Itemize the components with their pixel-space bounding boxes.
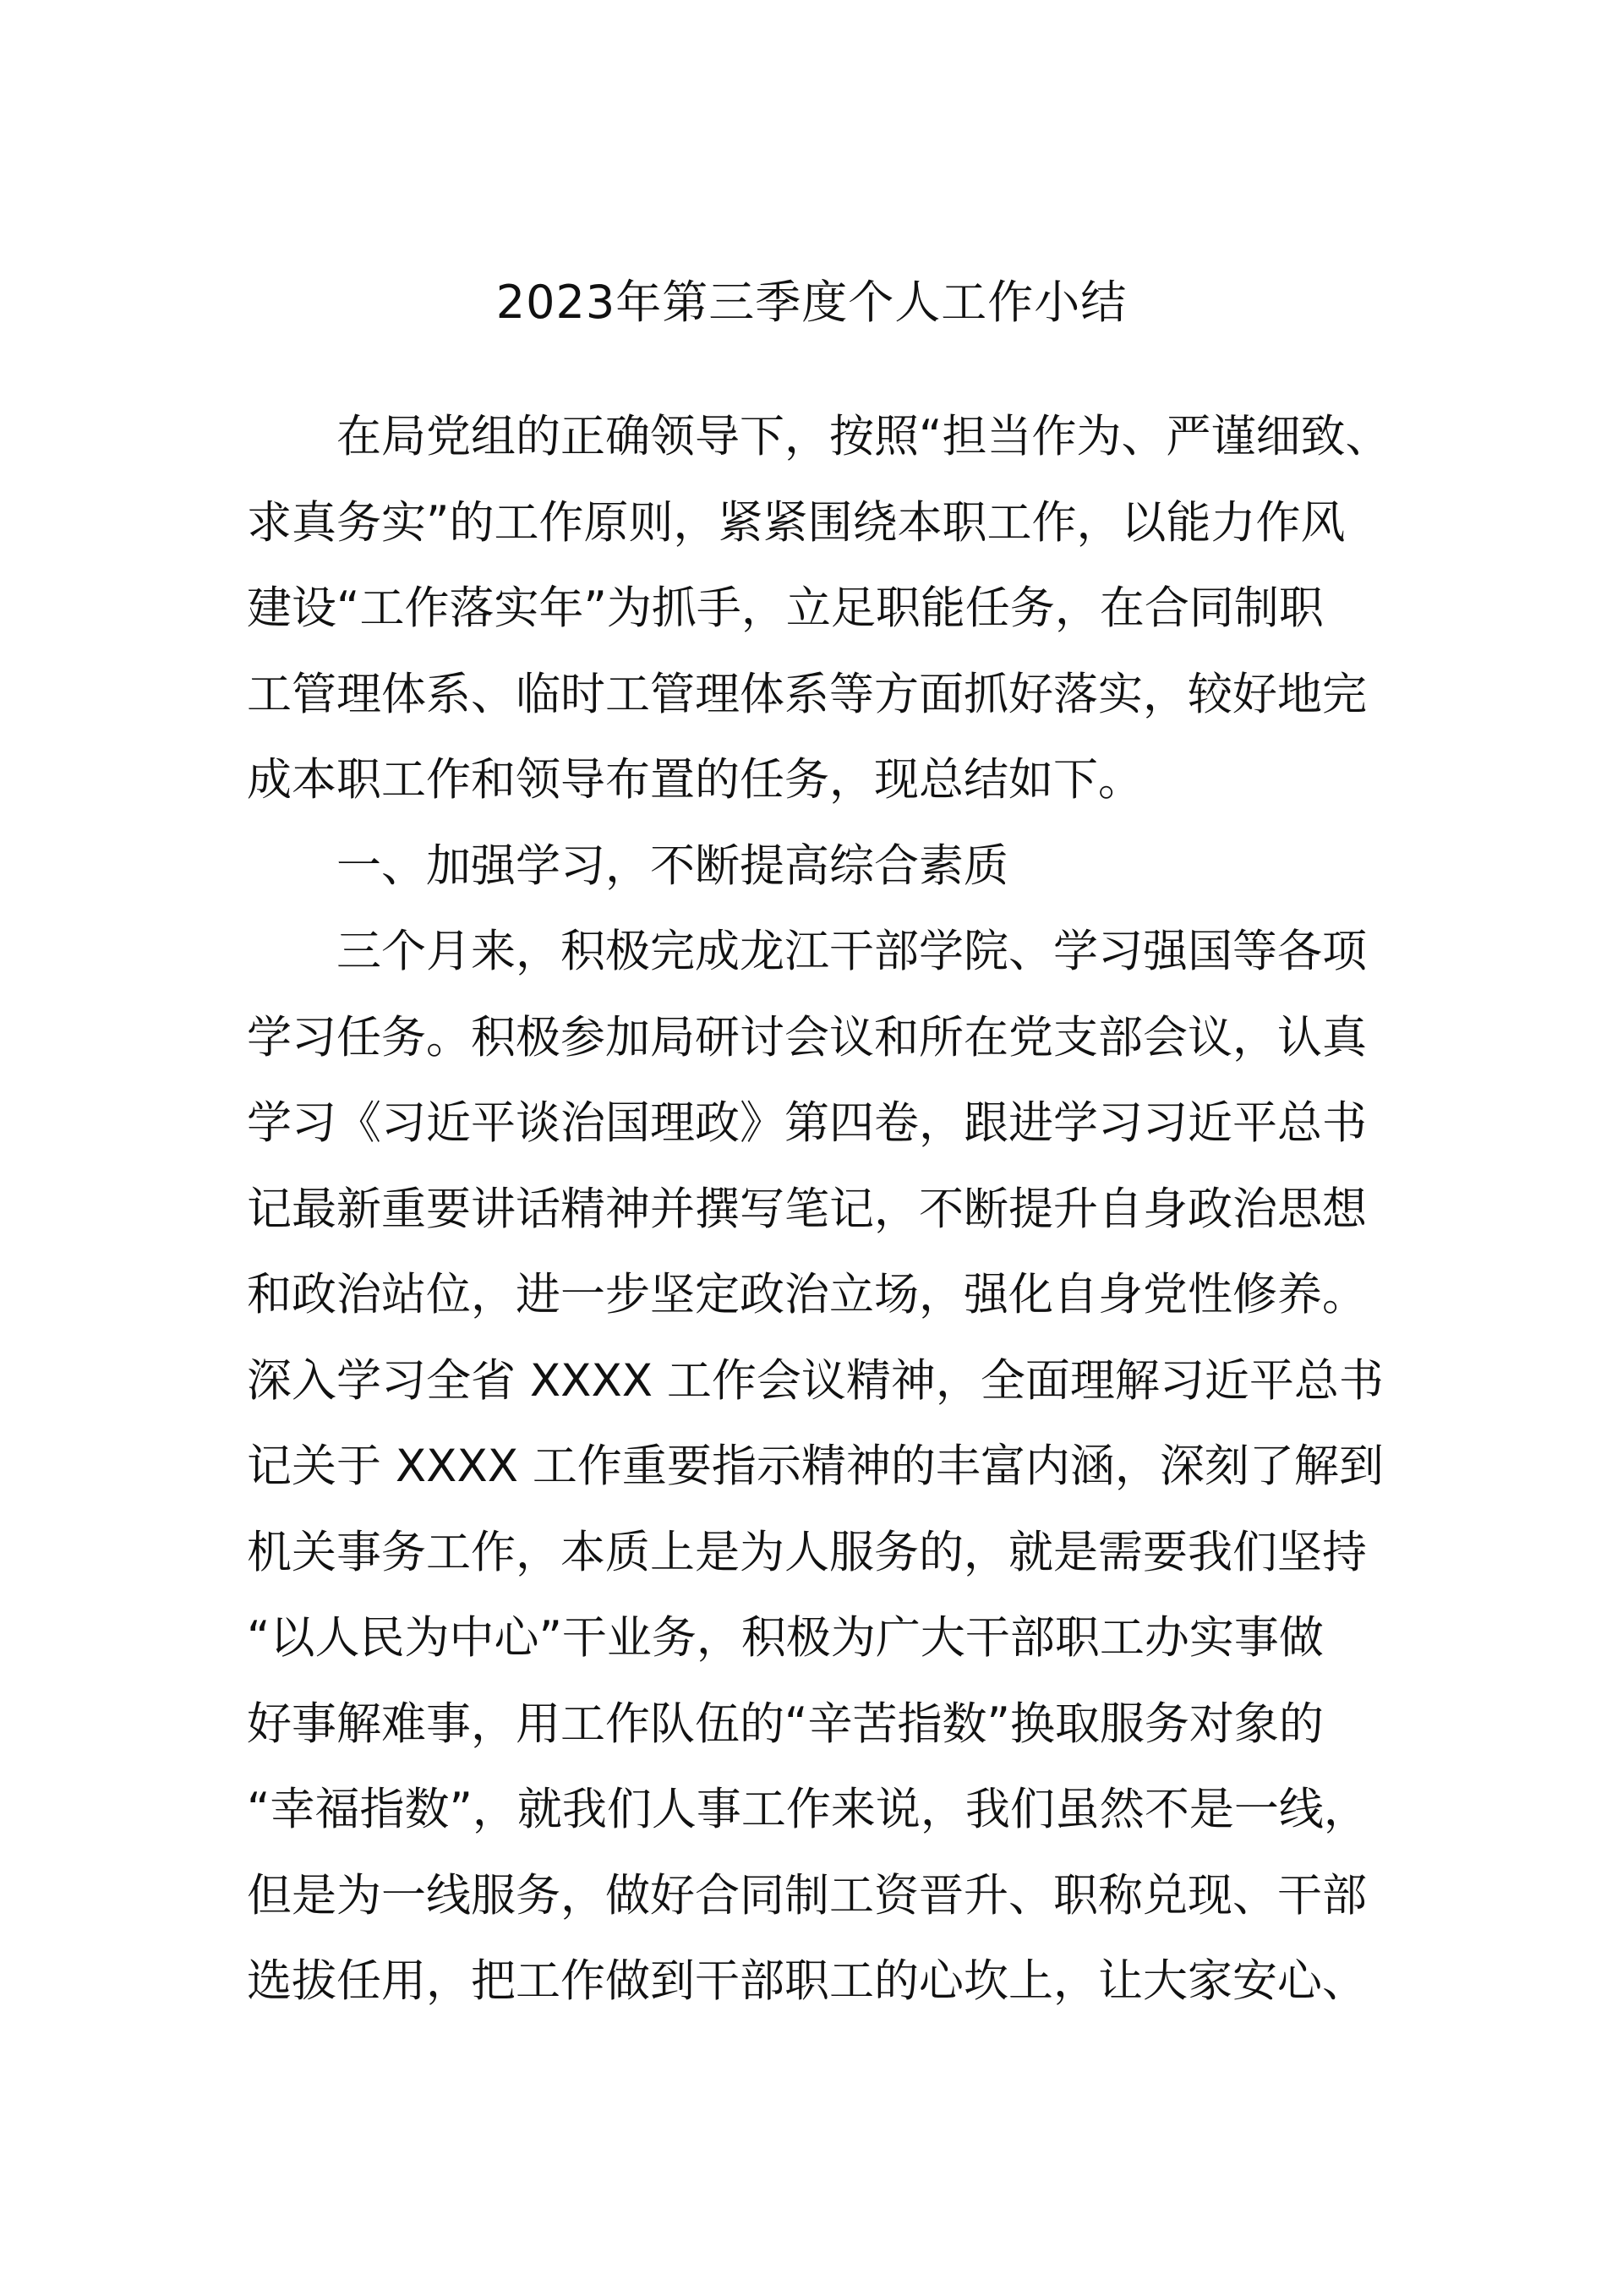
paragraph-line: 深入学习全省 XXXX 工作会议精神，全面理解习近平总书 bbox=[247, 1354, 1384, 1407]
paragraph-line: 求真务实”的工作原则，紧紧围绕本职工作，以能力作风 bbox=[247, 496, 1346, 549]
paragraph-line: 成本职工作和领导布置的任务，现总结如下。 bbox=[247, 754, 1143, 806]
paragraph-line: 好事解难事，用工作队伍的“辛苦指数”换取服务对象的 bbox=[247, 1697, 1324, 1750]
paragraph-line: 建设“工作落实年”为抓手，立足职能任务，在合同制职 bbox=[247, 582, 1324, 634]
paragraph-line: “幸福指数”，就我们人事工作来说，我们虽然不是一线， bbox=[247, 1784, 1369, 1835]
paragraph-line: 学习任务。积极参加局研讨会议和所在党支部会议，认真 bbox=[247, 1011, 1367, 1063]
paragraph-line: 学习《习近平谈治国理政》第四卷，跟进学习习近平总书 bbox=[247, 1097, 1367, 1149]
paragraph-line: 工管理体系、临时工管理体系等方面抓好落实，较好地完 bbox=[247, 668, 1367, 720]
paragraph-line: 和政治站位，进一步坚定政治立场，强化自身党性修养。 bbox=[247, 1269, 1367, 1320]
paragraph-line: 记最新重要讲话精神并撰写笔记，不断提升自身政治思想 bbox=[247, 1183, 1367, 1235]
paragraph-line: 机关事务工作，本质上是为人服务的，就是需要我们坚持 bbox=[247, 1526, 1367, 1578]
document-body bbox=[247, 394, 1391, 2025]
document-title: 2023年第三季度个人工作小结 bbox=[495, 276, 1128, 329]
paragraph-line: 选拔任用，把工作做到干部职工的心坎上，让大家安心、 bbox=[247, 1955, 1367, 2007]
paragraph-line: 记关于 XXXX 工作重要指示精神的丰富内涵，深刻了解到 bbox=[247, 1440, 1384, 1492]
paragraph-line: 三个月来，积极完成龙江干部学院、学习强国等各项 bbox=[336, 926, 1367, 977]
paragraph-line: “以人民为中心”干业务，积极为广大干部职工办实事做 bbox=[247, 1612, 1324, 1664]
section-heading: 一、加强学习，不断提高综合素质 bbox=[336, 839, 1008, 892]
paragraph-line: 但是为一线服务，做好合同制工资晋升、职称兑现、干部 bbox=[247, 1869, 1367, 1922]
paragraph-line: 在局党组的正确领导下，按照“担当作为、严谨细致、 bbox=[336, 411, 1391, 462]
